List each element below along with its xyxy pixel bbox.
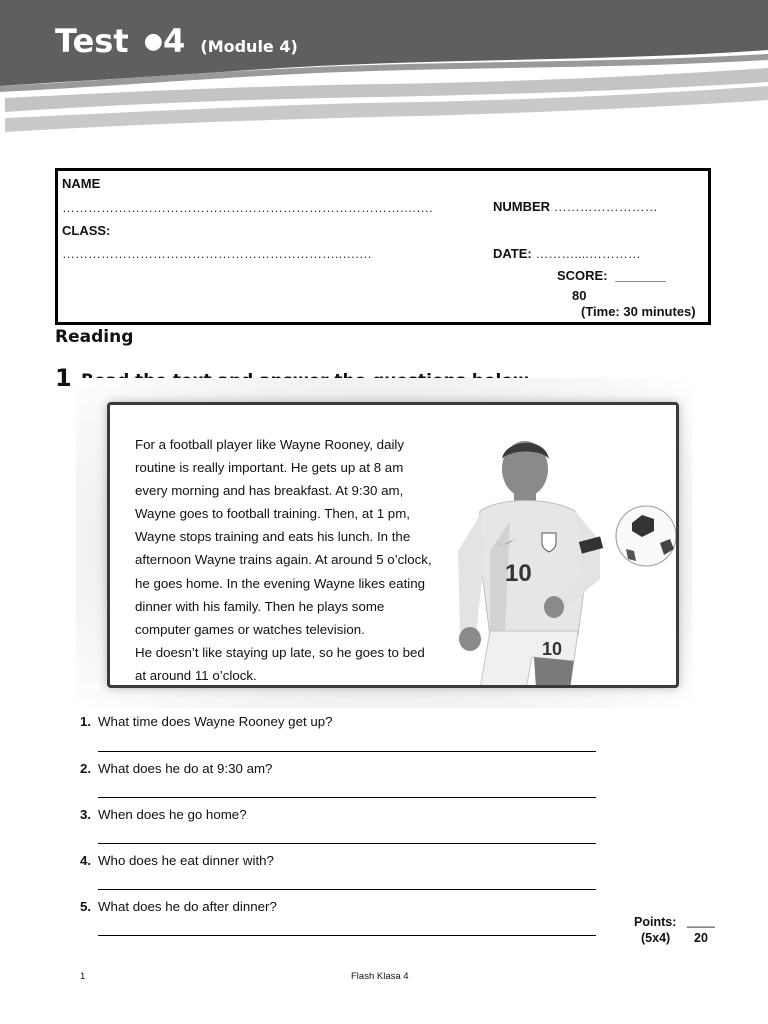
answer-line-5[interactable] [98, 935, 596, 936]
page-number: 1 [80, 971, 86, 982]
football-icon [616, 506, 676, 566]
test-title [55, 22, 298, 60]
passage-line: routine is really important. He gets up at 8 am [135, 460, 404, 476]
score-total: 80 [572, 288, 587, 303]
question-text: What does he do at 9:30 am? [98, 761, 273, 776]
module-label: (Module 4) [200, 37, 298, 56]
number-dots: …………………… [553, 199, 658, 214]
points-blank[interactable]: ____ [687, 914, 715, 928]
reading-passage-box [107, 402, 679, 688]
passage-line: at around 11 o’clock. [135, 667, 257, 683]
question-text: When does he go home? [98, 807, 247, 822]
score-label: SCORE: [557, 268, 608, 283]
question-number: 4. [80, 853, 92, 868]
passage-line: Wayne stops training and eats his lunch. In the [135, 529, 411, 545]
question-number: 5. [80, 899, 92, 914]
passage-line: He doesn’t like staying up late, so he goes to bed [135, 644, 425, 660]
date-field[interactable] [493, 246, 641, 261]
test-label: Test [55, 22, 129, 60]
answer-line-1[interactable] [98, 751, 596, 752]
passage-line: For a football player like Wayne Rooney, daily [135, 437, 405, 452]
score-field[interactable] [557, 268, 666, 283]
question-number: 1. [80, 714, 92, 729]
answer-line-3[interactable] [98, 843, 596, 844]
passage-line: every morning and has breakfast. At 9:30 am, [135, 483, 404, 499]
bullet-icon: ● [143, 29, 163, 54]
question-item [80, 714, 333, 729]
class-field[interactable]: ………………………………………………………..….… [62, 246, 372, 261]
jersey-number: 10 [505, 560, 532, 587]
question-text: What does he do after dinner? [98, 899, 277, 914]
name-label: NAME [62, 176, 101, 191]
passage-line: he goes home. In the evening Wayne likes eating [135, 575, 426, 591]
question-number: 3. [80, 807, 92, 822]
question-item [80, 899, 277, 914]
time-limit: (Time: 30 minutes) [581, 304, 696, 319]
points-label: Points: [634, 915, 677, 929]
test-number: 4 [162, 22, 186, 60]
passage-line: Wayne goes to football training. Then, at 1 pm, [135, 506, 410, 522]
question-item [80, 853, 274, 868]
name-field[interactable]: …………………………………………………………………….….… [62, 200, 434, 215]
question-text: Who does he eat dinner with? [98, 853, 274, 868]
shorts-number: 10 [542, 639, 563, 659]
section-title: Reading [55, 327, 134, 347]
football-player-photo [450, 431, 679, 688]
number-field[interactable] [493, 199, 658, 214]
points-total: 20 [694, 931, 708, 945]
score-blank: _______ [615, 268, 666, 283]
points-multiplier: (5x4) [641, 931, 671, 945]
passage-line: dinner with his family. Then he plays some [135, 598, 385, 614]
question-item [80, 807, 247, 822]
reading-passage [135, 433, 460, 687]
date-label: DATE: [493, 246, 532, 261]
exercise-number: 1 [55, 364, 72, 392]
book-title: Flash Klasa 4 [351, 971, 409, 982]
answer-line-4[interactable] [98, 889, 596, 890]
header-banner [0, 0, 768, 140]
question-number: 2. [80, 761, 92, 776]
number-label: NUMBER [493, 199, 551, 214]
question-item [80, 761, 272, 776]
answer-line-2[interactable] [98, 797, 596, 798]
class-label: CLASS: [62, 223, 111, 238]
date-dots: ………....………… [535, 246, 641, 261]
question-text: What time does Wayne Rooney get up? [98, 714, 333, 729]
passage-line: computer games or watches television. [135, 621, 365, 637]
passage-line: afternoon Wayne trains again. At around 5 o’clock, [135, 552, 432, 568]
